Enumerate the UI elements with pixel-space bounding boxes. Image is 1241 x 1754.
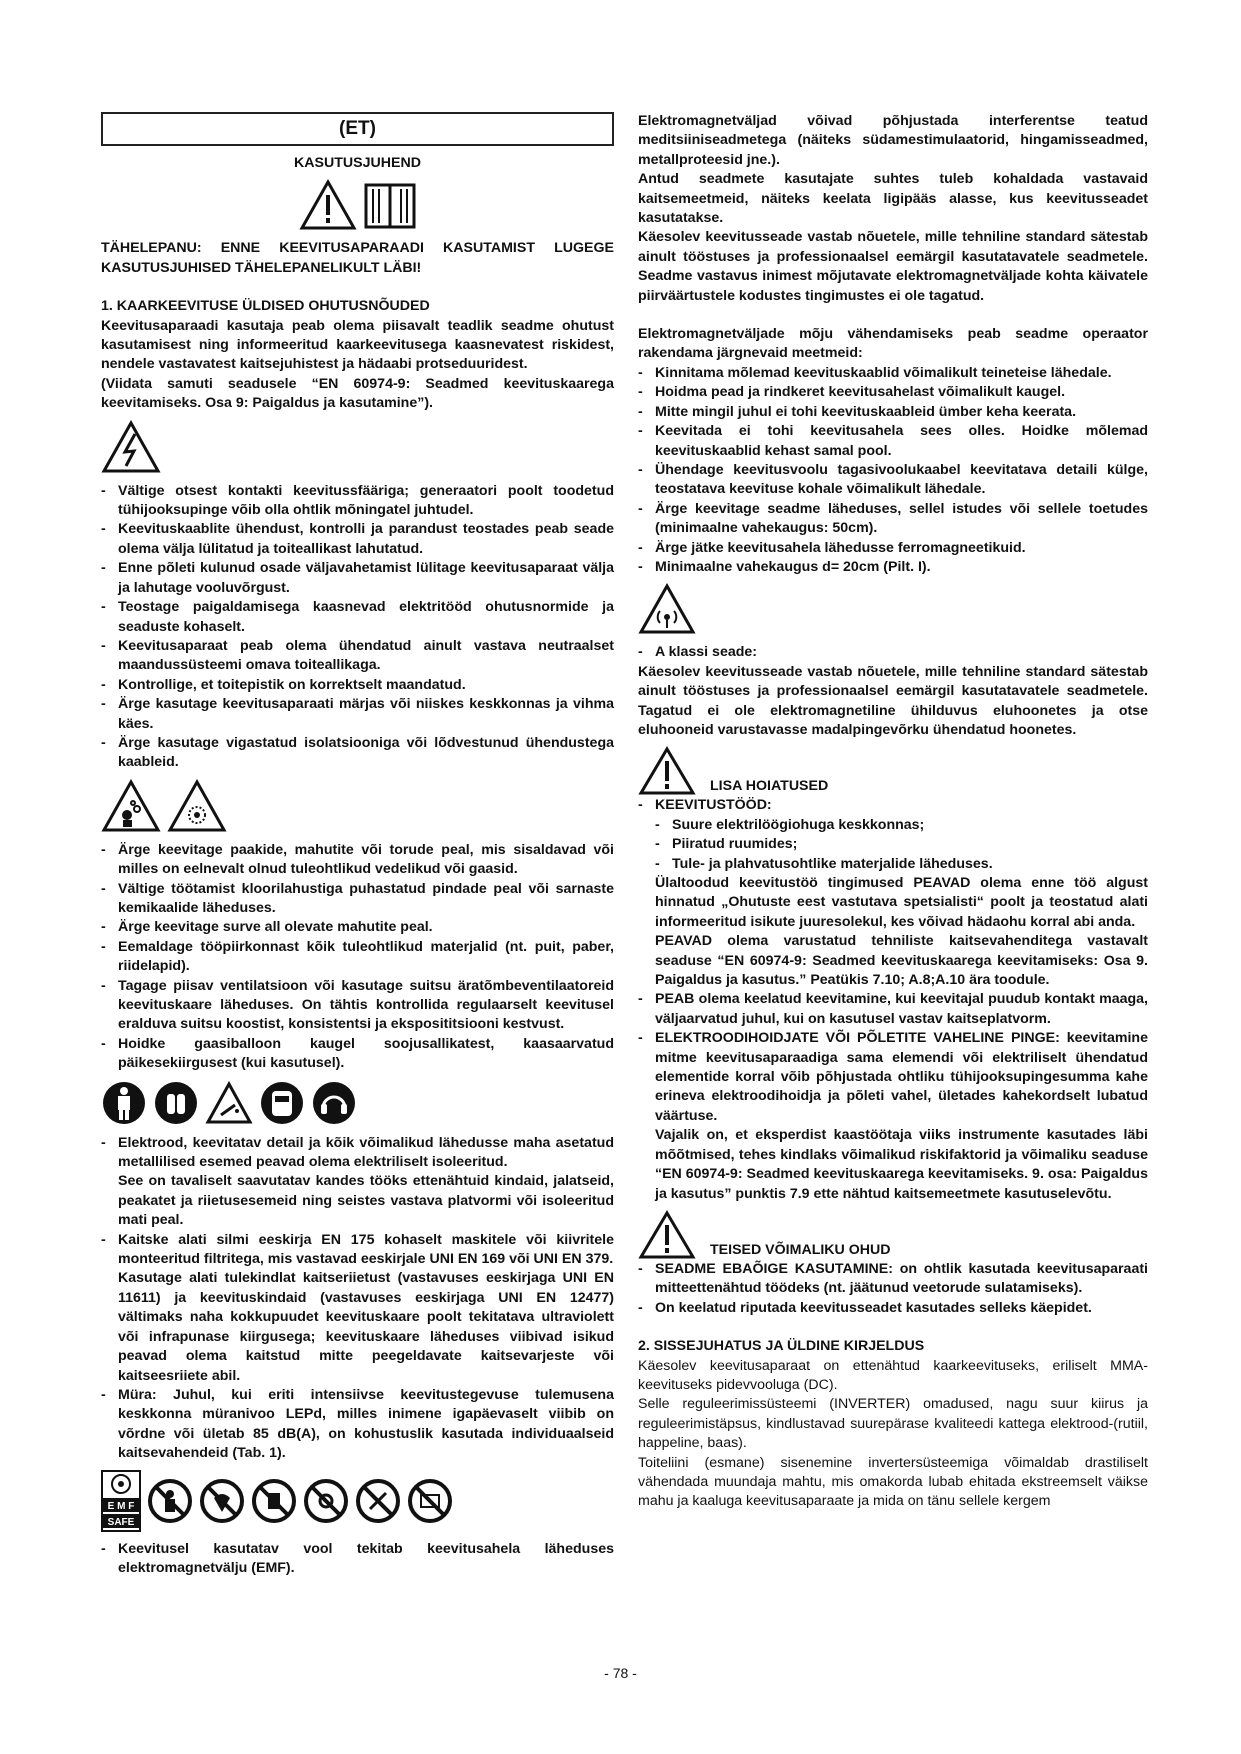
manual-book-icon [363,179,417,231]
language-code: (ET) [339,118,376,140]
electric-shock-warning-icon [101,420,161,474]
emf-measures-list [638,364,1148,577]
list-item: - Vältige otsest kontakti keevitussfääriga; generaatori poolt toodetud tühijooksupinge võib olla ohtlik mõningatel juhtudel. [101,482,614,521]
explosion-warning-icon [167,779,227,833]
no-metal-objects-icon [251,1478,297,1524]
list-item: - Vältige töötamist kloorilahustiga puhastatud pindade peal või sarnaste kemikaalide läheduses. [101,880,614,919]
welding-assessment-text: Ülaltoodud keevitustöö tingimused PEAVAD olema enne töö algust hinnatud „Ohutuste eest vastutava spetsialisti“ poolt ja teostatud alati informeeritud isikute juuresolekul, kes võivad hädaohu korral abi anda. [655,875,1148,930]
section2-heading: 2. SISSEJUHATUS JA ÜLDINE KIRJELDUS [638,1338,925,1355]
list-item: - Mitte mingil juhul ei tohi keevituskaableid ümber keha keerata. [638,403,1148,422]
list-item: - On keelatud riputada keevitusseadet kasutades selleks käepidet. [638,1299,1148,1318]
list-item: - Minimaalne vahekaugus d= 20cm (Pilt. I). [638,558,1148,577]
list-item: - Ühendage keevitusvoolu tagasivoolukaabel keevitatava detaili külge, teostatava keevituse kohale võimalikult lähedale. [638,461,1148,500]
read-instructions-warning: TÄHELEPANU: ENNE KEEVITUSAPARAADI KASUTAMIST LUGEGE KASUTUSJUHISED TÄHELEPANELIKULT LÄBI! [101,240,614,276]
toxic-fumes-warning-icon [101,779,161,833]
list-item: - Teostage paigaldamisega kaasnevad elektritööd ohutusnormide ja seaduste kohaselt. [101,598,614,637]
ppe-icons [101,1080,614,1126]
list-item: - Kaitske alati silmi eeskirja EN 175 kohaselt maskitele või kiivritele monteeritud filtritega, mis vastavad eeskirjale UNI EN 169 või UNI EN 379. [101,1231,614,1270]
list-item-continued: Vajalik on, et eksperdist kaastöötaja viiks instrumente kasutades läbi mõõtmised, tehes kindlaks võimalikud riskifaktorid ja võimaliku seaduse “EN 60974-9: Seadmed keevituskaarega keevitamiseks. 9. osa: Paigaldus ja kasutus” punktis 7.9 ette nähtud kaitsemeetmete kasutuselevõtu. [655,1127,1148,1202]
emf-standard-text: Käesolev keevitusseade vastab nõuetele, mille tehniline standard sätestab ainult tööstuses ja professionaalsel eemärgil kasutatavatele seadmetele. Seadme vastavus inimest mõjutavate elektromagnetväljade kohta käivatele piirväärtustele kodustes tingimustes ei ole tagatud. [638,229,1148,304]
list-item: - PEAB olema keelatud keevitamine, kui keevitajal puudub kontakt maaga, väljaarvatud juhul, kui on kasutusel vastav kaitseplatvorm. [638,990,1148,1029]
list-item: - Keevitada ei tohi keevitusahela sees olles. Hoidke mõlemad keevituskaablid kehast samal pool. [638,422,1148,461]
no-watch-icon [303,1478,349,1524]
right-column [638,112,1148,1512]
lisa-heading-row [638,746,1148,796]
fire-hazard-icons [101,779,614,833]
left-column [101,112,614,1578]
list-item: - Keevitusel kasutatav vool tekitab keevitusahela läheduses elektromagnetvälju (EMF). [101,1540,614,1579]
emf-safe-icon [101,1470,141,1532]
list-item: - Kontrollige, et toitepistik on korrektselt maandatud. [101,676,614,695]
electric-safety-list [101,482,614,773]
fire-safety-list [101,841,614,1074]
section1-heading: 1. KAARKEEVITUSE ÜLDISED OHUTUSNÕUDED [101,298,430,315]
list-item: - SEADME EBAÕIGE KASUTAMINE: on ohtlik kasutada keevitusaparaati mitteettenähtud töödeks (nt. jäätunud veetorude sulatamiseks). [638,1260,1148,1299]
list-item: - Keevitusaparaat peab olema ühendatud ainult vastava neutraalset maandussüsteemi omava toiteallikaga. [101,637,614,676]
other-hazards-heading: TEISED VÕIMALIKU OHUD [710,1241,891,1258]
warning-triangle-icon [638,746,696,796]
section2-paragraph: Toiteliini (esmane) sisenemine invertersüsteemiga võimaldab drastiliselt vähendada muundaja mahtu, mis omakorda lubab ehitada ekstreemselt väikse mahu ja kaaluga keevitusaparaate ja mida on tänu sellele kergem [638,1454,1148,1510]
class-a-label: - A klassi seade: [638,643,1148,662]
section1-intro: Keevitusaparaadi kasutaja peab olema piisavalt teadlik seadme ohutust kasutamisest ning informeeritud kaarkeevitusega kaasnevatest riskidest, nendele vastavatest kaitsejuhistest ja hädaabi protseduuridest. [101,317,614,373]
section1-reference: (Viidata samuti seadusele “EN 60974-9: Seadmed keevituskaarega keevitamiseks. Osa 9: Paigaldus ja kasutamine”). [101,375,614,412]
welding-mask-icon [259,1080,305,1126]
emf-interference-text: Elektromagnetväljad võivad põhjustada interferentse teatud meditsiiniseadmetega (näiteks südamestimulaatorid, hingamisseadmed, metallproteesid jne.). [638,113,1148,168]
list-item: - Keevituskaablite ühendust, kontrolli ja parandust teostades peab seade olema välja lülitatud ja toiteallikast lahutatud. [101,520,614,559]
gloves-icon [153,1080,199,1126]
list-item-continued: Kasutage alati tulekindlat kaitseriietust (vastavuses eeskirjaga UNI EN 11611) ja keevituskindaid (vastavuses eeskirjaga UNI EN 12477) vältimaks naha kokkupuudet keevituskaare poolt tekitatava ultraviolett või infrapunase kiirgusega; keevituskaare läheduses viibivad isikud peavad olema kaitstud mitte peegeldavate kaitsevarjeste või kaitseesriiete abil. [118,1270,614,1384]
ear-protection-icon [311,1080,357,1126]
emf-measures-intro: Elektromagnetväljade mõju vähendamiseks peab seadme operaator rakendama järgnevaid meetmeid: [638,326,1148,362]
no-credit-card-icon [407,1478,453,1524]
emf-warning-icons [638,583,1148,635]
additional-warnings-heading: LISA HOIATUSED [710,777,829,794]
welding-work-title: - KEEVITUSTÖÖD: [638,796,1148,815]
no-pacemaker-icon [147,1478,193,1524]
list-item: - Ärge kasutage vigastatud isolatsiooniga või lõdvestunud ühendustega kaableid. [101,734,614,773]
emf-protection-text: Antud seadmete kasutajate suhtes tuleb kohaldada vastavaid kaitsemeetmeid, näiteks keelata ligipääs alasse, kus keevitusseadet kasutatakse. [638,171,1148,227]
list-item: - Piiratud ruumides; [655,835,1148,854]
section2-paragraph: Selle reguleerimissüsteemi (INVERTER) omadused, nagu suur kiirus ja reguleerimistäpsus, kindlustavad suurepärase kvaliteedi kattega elektrood-(rutiil, happeline, baas). [638,1396,1148,1452]
section2-paragraph: Käesolev keevitusaparaat on ettenähtud kaarkeevituseks, eriliselt MMA-keevituseks pidevvooluga (DC). [638,1357,1148,1393]
header-icons [101,179,614,231]
list-item: - Eemaldage tööpiirkonnast kõik tuleohtlikud materjalid (nt. puit, paber, riidelapid). [101,938,614,977]
welding-conditions-list [638,816,1148,874]
svg-text:SAFE: SAFE [107,1516,135,1528]
no-tools-icon [355,1478,401,1524]
list-item: - Ärge keevitage seadme läheduses, sellel istudes või sellele toetudes (minimaalne vahekaugus: 50cm). [638,500,1148,539]
warning-triangle-icon [299,179,357,231]
other-hazards-heading-row [638,1210,1148,1260]
warning-triangle-icon [638,1210,696,1260]
list-item: - Hoidke gaasiballoon kaugel soojusallikatest, kaasaarvatud päikesekiirgusest (kui kasutusel). [101,1035,614,1074]
list-item-continued: See on tavaliselt saavutatav kandes tööks ettenähtuid kindaid, jalatseid, peakatet ja riietusesemeid ning seistes vastava platvormi või isoleeritud mati peal. [118,1173,614,1229]
list-item: - Tule- ja plahvatusohtlike materjalide läheduses. [655,855,1148,874]
list-item: - Ärge kasutage keevitusaparaati märjas või niiskes keskkonnas ja vihma käes. [101,695,614,734]
no-metal-implant-icon [199,1478,245,1524]
manual-title: KASUTUSJUHEND [294,155,421,171]
radiation-warning-icon [638,583,696,635]
electric-hazard-icons [101,420,614,474]
list-item: - Tagage piisav ventilatsioon või kasutage suitsu äratõmbeventilaatoreid keevituskaare läheduses. On tähtis kontrollida regulaarselt keevitusel eralduva suitsu koostist, konsistentsi ja eksposititsiooni kestvust. [101,977,614,1035]
list-item: - Suure elektrilöögiohuga keskkonnas; [655,816,1148,835]
list-item: - ELEKTROODIHOIDJATE VÕI PÕLETITE VAHELINE PINGE: keevitamine mitme keevitusaparaadiga sama elemendi või elektriliselt ühendatud elementide korral võib põhjustada ohtliku tühijooksupingesumma kahe erineva elektroodihoidja ja põleti vahel, ületades kahekordselt lubatud väärtuse. [638,1029,1148,1126]
emf-prohibition-icons [101,1470,614,1532]
list-item: - Hoidma pead ja rindkeret keevitusahelast võimalikult kaugel. [638,383,1148,402]
class-a-text: Käesolev keevitusseade vastab nõuetele, mille tehniline standard sätestab ainult tööstuses ja professionaalsel eemärgil kasutatavatele seadmetele. Tagatud ei ole elektromagnetiline ühilduvus eluhoonetes ja otse eluhooneid varustavasse madalpingevõrku ühendatud hoonetes. [638,663,1148,738]
protective-clothing-icon [101,1080,147,1126]
list-item: - Ärge jätke keevitusahela lähedusse ferromagneetikuid. [638,539,1148,558]
language-header-box [101,112,614,146]
list-item: - Elektrood, keevitatav detail ja kõik võimalikud lähedusse maha asetatud metallilised esemed peavad olema elektriliselt isoleeritud. [101,1134,614,1173]
list-item: - Müra: Juhul, kui eriti intensiivse keevitustegevuse tulemusena keskkonna müranivoo LEPd, milles inimene igapäevaselt viibib on võrdne või ületab 85 dB(A), on kohustuslik kasutada individuaalseid kaitsevahendeid (Tab. 1). [101,1386,614,1464]
list-item: - Ärge keevitage surve all olevate mahutite peal. [101,918,614,937]
welding-equipment-text: PEAVAD olema varustatud tehniliste kaitsevahenditega vastavalt seaduse “EN 60974-9: Seadmed keevituskaarega keevitamiseks: Osa 9. Paigaldus ja kasutus.” Peatükis 7.10; A.8;A.10 ära toodule. [655,933,1148,989]
welding-spark-warning-icon [205,1081,253,1125]
list-item: - Kinnitama mõlemad keevituskaablid võimalikult teineteise lähedale. [638,364,1148,383]
list-item: - Enne põleti kulunud osade väljavahetamist lülitage keevitusaparaat välja ja lahutage vooluvõrgust. [101,559,614,598]
list-item: - Ärge keevitage paakide, mahutite või torude peal, mis sisaldavad või milles on eelnevalt olnud tuleohtlikud vedelikud või gaasid. [101,841,614,880]
svg-text:E M F: E M F [107,1500,135,1512]
page-number: - 78 - [604,1665,637,1681]
